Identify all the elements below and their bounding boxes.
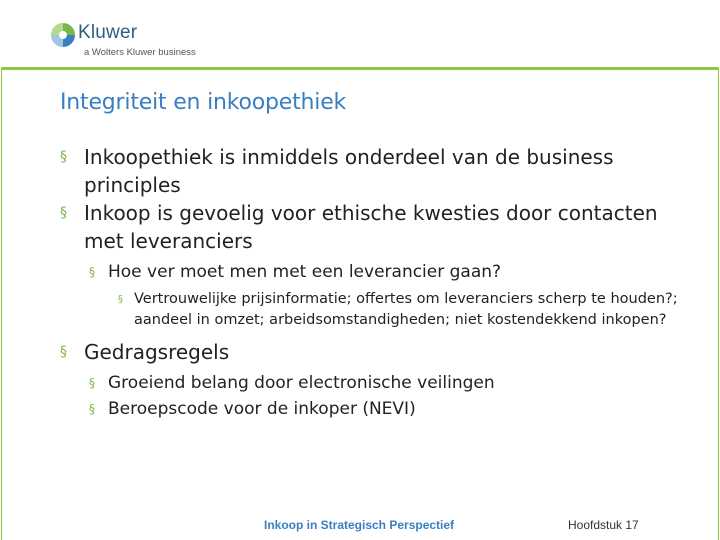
bullet-item	[60, 143, 700, 199]
kluwer-globe-icon	[50, 22, 76, 48]
bullet-text: Vertrouwelijke prijsinformatie; offertes om leveranciers scherp te houden?; aandeel in omzet; arbeidsomstandigheden; niet kostendekkend inkopen?	[134, 291, 678, 328]
bullet-item	[60, 199, 700, 255]
bullet-text: Inkoopethiek is inmiddels onderdeel van de business principles	[84, 145, 614, 197]
sub-bullet-item	[60, 260, 700, 284]
bullet-text: Hoe ver moet men met een leverancier gaan?	[108, 262, 502, 282]
bullet-item	[60, 338, 700, 366]
bullet-marker-icon: §	[60, 344, 67, 360]
bullet-list	[60, 143, 700, 421]
bullet-marker-icon: §	[60, 149, 67, 165]
footer-book-title: Inkoop in Strategisch Perspectief	[264, 518, 455, 532]
sub-bullet-item	[60, 371, 700, 395]
bullet-text: Inkoop is gevoelig voor ethische kwesties door contacten met leveranciers	[84, 201, 658, 253]
bullet-marker-icon: §	[89, 376, 95, 390]
footer-chapter: Hoofdstuk 17	[568, 518, 639, 532]
bullet-marker-icon: §	[89, 265, 95, 279]
logo-tagline: a Wolters Kluwer business	[84, 47, 196, 58]
bullet-marker-icon: §	[60, 205, 67, 221]
bullet-text: Beroepscode voor de inkoper (NEVI)	[108, 399, 416, 419]
sub-sub-bullet-item	[60, 289, 700, 331]
kluwer-logo	[50, 20, 220, 62]
bullet-marker-icon: §	[118, 294, 123, 305]
bullet-text: Gedragsregels	[84, 340, 230, 364]
bullet-marker-icon: §	[89, 402, 95, 416]
bullet-text: Groeiend belang door electronische veilingen	[108, 373, 495, 393]
logo-name: Kluwer	[78, 22, 138, 43]
sub-bullet-item	[60, 397, 700, 421]
slide-title: Integriteit en inkoopethiek	[60, 90, 347, 115]
